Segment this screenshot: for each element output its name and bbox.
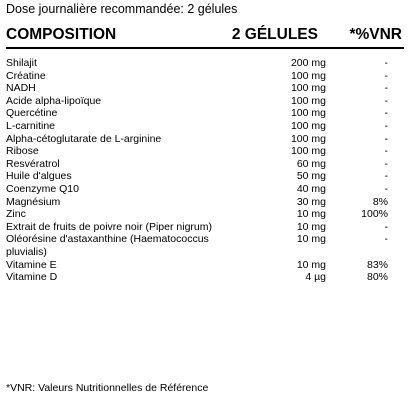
vnr-footnote: *VNR: Valeurs Nutritionnelles de Référence (6, 382, 209, 394)
table-row (6, 170, 410, 183)
ingredient-vnr: - (384, 233, 388, 246)
ingredient-name: Ribose (6, 145, 39, 158)
table-row (6, 183, 410, 196)
table-row (6, 158, 410, 171)
ingredient-vnr: - (384, 145, 388, 158)
daily-dose-line: Dose journalière recommandée: 2 gélules (6, 2, 238, 16)
table-row (6, 70, 410, 83)
ingredient-vnr: - (384, 182, 388, 195)
table-row (6, 271, 410, 284)
ingredient-vnr: 8% (372, 195, 388, 208)
ingredient-amount: 100 mg (290, 107, 326, 120)
ingredient-amount: 60 mg (296, 157, 326, 170)
header-composition: COMPOSITION (6, 26, 117, 43)
table-row (6, 95, 410, 108)
table-row (6, 145, 410, 158)
ingredient-name: Coenzyme Q10 (6, 182, 79, 195)
ingredient-amount: 100 mg (290, 119, 326, 132)
ingredient-vnr: 100% (361, 208, 388, 221)
ingredient-vnr: - (384, 170, 388, 183)
ingredient-name: Créatine (6, 69, 46, 82)
header-divider (6, 47, 404, 49)
table-row (6, 233, 410, 258)
table-row (6, 107, 410, 120)
ingredient-name: L-carnitine (6, 119, 56, 132)
table-row (6, 57, 410, 70)
ingredient-amount: 200 mg (290, 57, 326, 69)
ingredient-name: Resvératrol (6, 157, 60, 170)
ingredient-vnr: - (384, 119, 388, 132)
ingredient-name: Quercétine (6, 107, 58, 120)
ingredient-amount: 30 mg (296, 195, 326, 208)
table-row (6, 259, 410, 272)
ingredient-vnr: - (384, 94, 388, 107)
ingredient-amount: 10 mg (296, 233, 326, 246)
ingredient-vnr: 80% (366, 271, 388, 284)
ingredient-amount: 100 mg (290, 69, 326, 82)
ingredient-vnr: - (384, 157, 388, 170)
table-row (6, 208, 410, 221)
ingredient-name: Shilajit (6, 57, 37, 69)
ingredient-vnr: - (384, 69, 388, 82)
ingredient-amount: 100 mg (290, 145, 326, 158)
table-row (6, 221, 410, 234)
table-row (6, 120, 410, 133)
ingredient-amount: 10 mg (296, 208, 326, 221)
ingredient-vnr: 83% (366, 258, 388, 271)
ingredient-vnr: - (384, 132, 388, 145)
ingredient-name: Oléorésine d'astaxanthine (Haematococcus pluvialis) (6, 233, 209, 258)
ingredient-name: NADH (6, 82, 36, 95)
table-header (6, 26, 408, 48)
ingredient-amount: 100 mg (290, 94, 326, 107)
ingredient-name: Zinc (6, 208, 26, 221)
header-dose: 2 GÉLULES (231, 26, 318, 43)
table-row (6, 82, 410, 95)
ingredient-amount: 10 mg (296, 258, 326, 271)
ingredient-amount: 100 mg (290, 132, 326, 145)
ingredient-amount: 10 mg (296, 220, 326, 233)
ingredient-name: Alpha-cétoglutarate de L-arginine (6, 132, 162, 145)
ingredient-name: Extrait de fruits de poivre noir (Piper nigrum) (6, 220, 212, 233)
ingredient-amount: 40 mg (296, 182, 326, 195)
ingredient-vnr: - (384, 107, 388, 120)
ingredient-name: Huile d'algues (6, 170, 72, 183)
ingredient-name: Vitamine D (6, 271, 58, 284)
ingredient-name: Vitamine E (6, 258, 57, 271)
ingredient-vnr: - (384, 57, 388, 69)
ingredient-name: Magnésium (6, 195, 61, 208)
table-row (6, 133, 410, 146)
ingredient-amount: 50 mg (296, 170, 326, 183)
table-row (6, 196, 410, 209)
ingredient-vnr: - (384, 220, 388, 233)
ingredient-amount: 4 µg (305, 271, 326, 284)
header-vnr: *%VNR (349, 26, 402, 43)
ingredient-amount: 100 mg (290, 82, 326, 95)
ingredient-vnr: - (384, 82, 388, 95)
ingredient-name: Acide alpha-lipoïque (6, 94, 102, 107)
composition-table (6, 57, 410, 284)
